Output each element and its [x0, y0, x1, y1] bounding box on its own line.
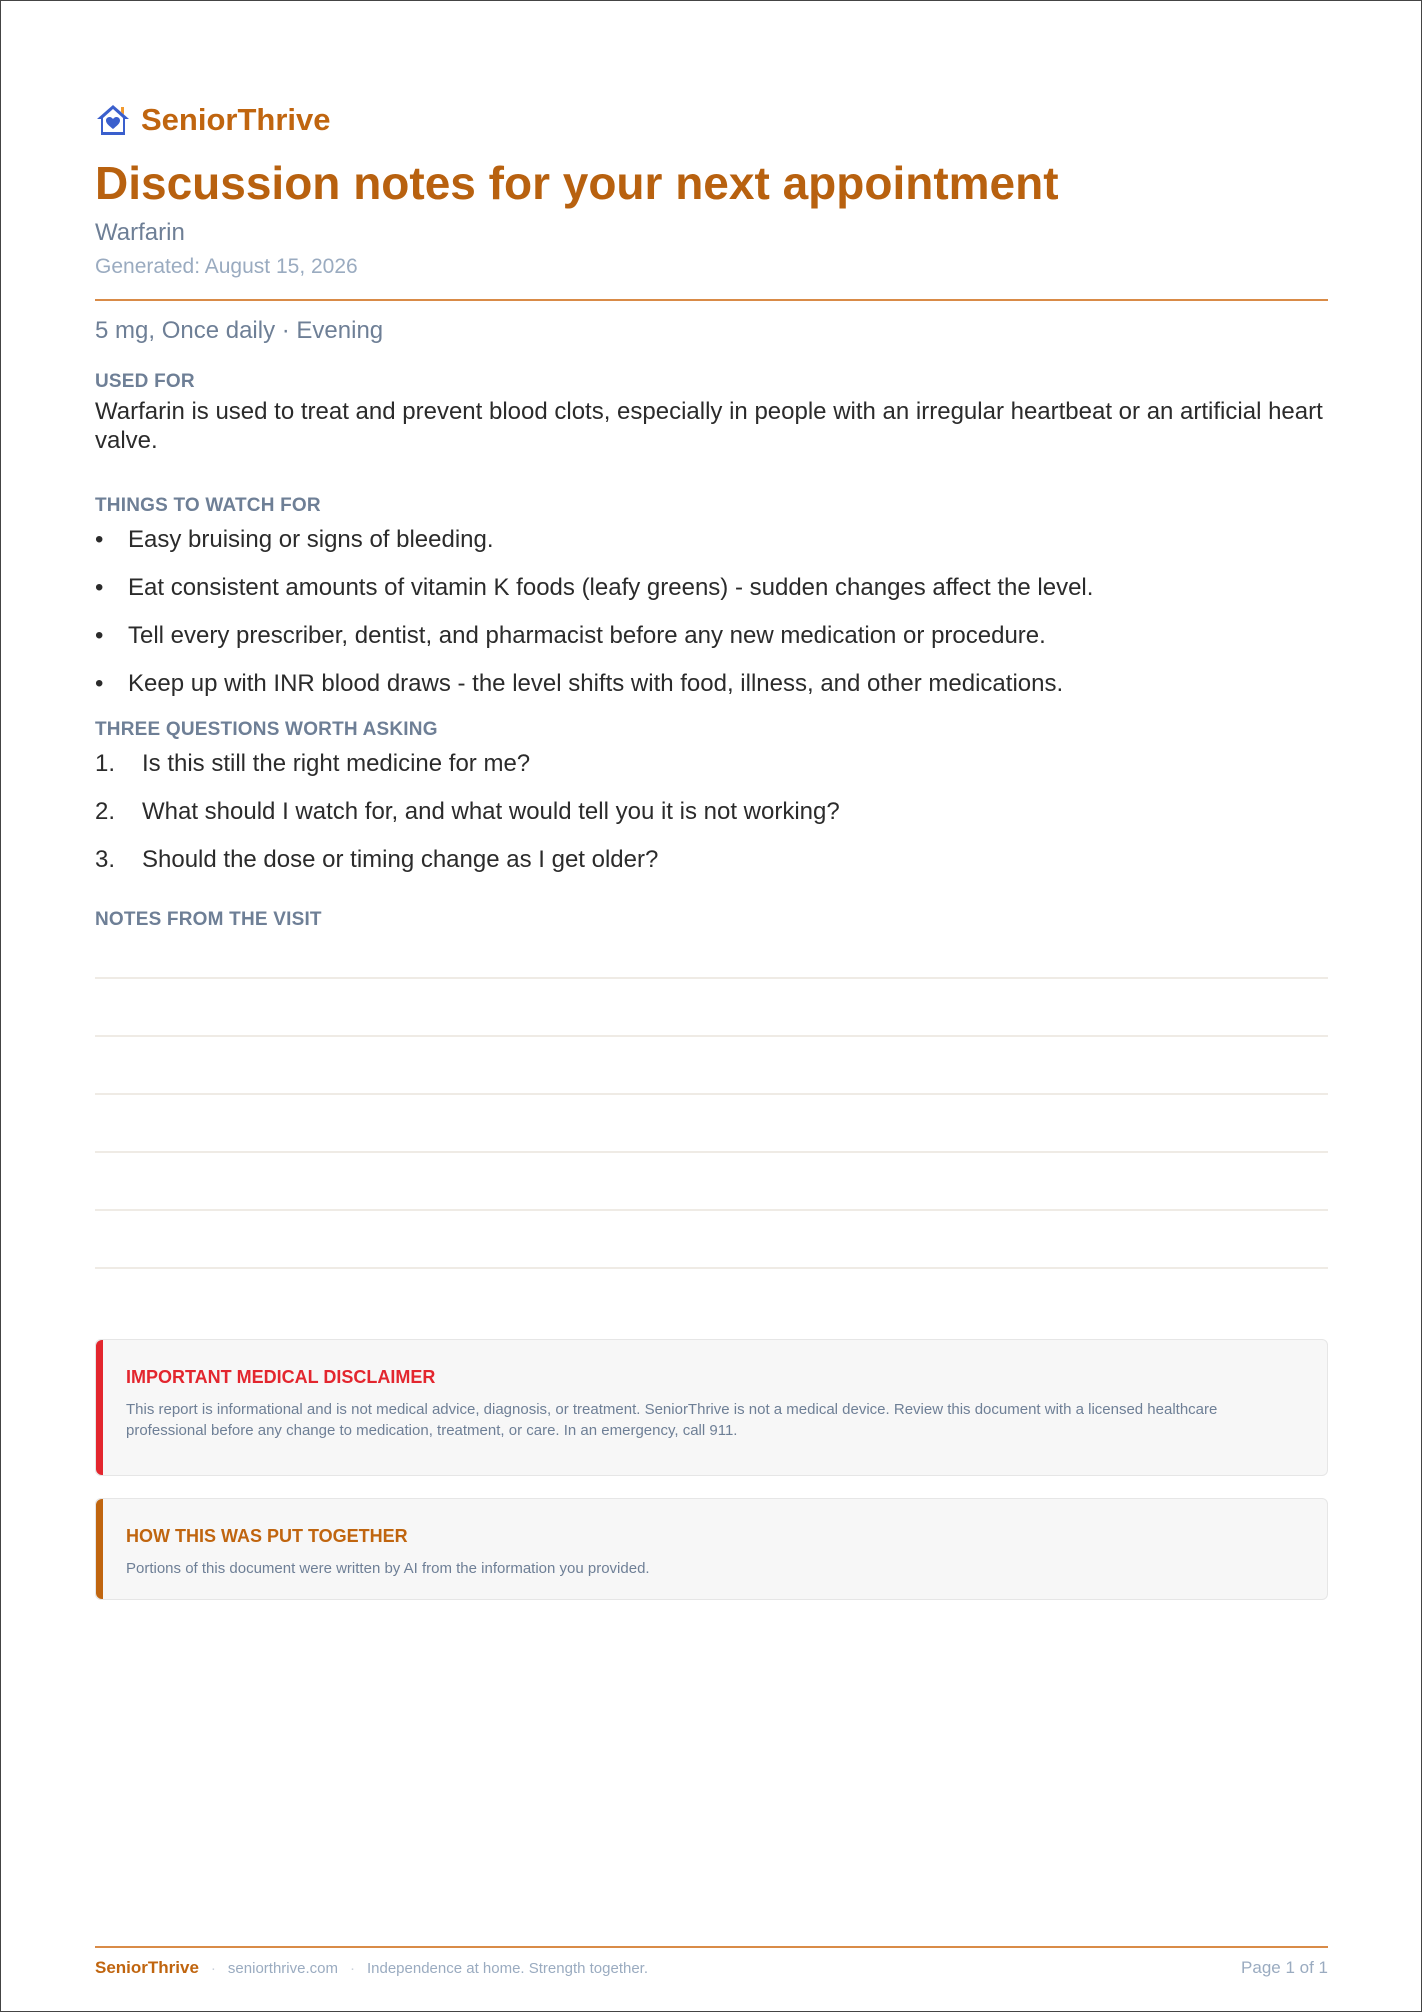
list-item — [95, 669, 1328, 699]
list-item — [95, 845, 1328, 875]
list-item — [95, 797, 1328, 827]
footer-brand: SeniorThrive — [95, 1958, 199, 1977]
footer-info — [95, 1958, 648, 1978]
list-item — [95, 573, 1328, 603]
watch-for-label: THINGS TO WATCH FOR — [95, 495, 321, 516]
footer-separator: · — [210, 1959, 216, 1977]
medication-name: Warfarin — [95, 219, 185, 246]
watch-for-list — [95, 525, 1328, 699]
list-item — [95, 749, 1328, 779]
brand-name: SeniorThrive — [141, 102, 331, 137]
page-number: Page 1 of 1 — [1241, 1958, 1328, 1977]
header-divider — [95, 299, 1328, 301]
page-footer — [95, 1946, 1328, 1978]
how-made-note — [95, 1498, 1328, 1600]
note-line — [95, 1153, 1328, 1211]
footer-separator: · — [349, 1959, 355, 1977]
list-item-text: Easy bruising or signs of bleeding. — [128, 526, 494, 553]
list-item-text: Keep up with INR blood draws - the level shifts with food, illness, and other medications. — [128, 670, 1064, 697]
list-item-text: Tell every prescriber, dentist, and pharmacist before any new medication or procedure. — [128, 622, 1046, 649]
question-number: 2. — [95, 798, 116, 825]
brand-header — [95, 97, 1328, 143]
note-line — [95, 1037, 1328, 1095]
note-line — [95, 1211, 1328, 1269]
disclaimer-title: IMPORTANT MEDICAL DISCLAIMER — [126, 1367, 436, 1387]
question-number: 1. — [95, 750, 116, 777]
note-line — [95, 1095, 1328, 1153]
note-line — [95, 979, 1328, 1037]
how-made-accent-bar — [96, 1499, 103, 1599]
list-item-text: Eat consistent amounts of vitamin K foods (leafy greens) - sudden changes affect the level. — [128, 574, 1094, 601]
notes-writing-area — [95, 957, 1328, 1269]
bullet-icon: • — [95, 670, 104, 697]
question-text: Is this still the right medicine for me? — [142, 750, 531, 777]
used-for-text: Warfarin is used to treat and prevent blood clots, especially in people with an irregular heartbeat or an artificial heart valve. — [95, 398, 1323, 454]
bullet-icon: • — [95, 574, 104, 601]
bullet-icon: • — [95, 526, 104, 553]
footer-tagline: Independence at home. Strength together. — [366, 1959, 649, 1977]
bullet-icon: • — [95, 622, 104, 649]
list-item — [95, 525, 1328, 555]
medical-disclaimer — [95, 1339, 1328, 1476]
how-made-text: Portions of this document were written by AI from the information you provided. — [126, 1560, 650, 1577]
disclaimer-text: This report is informational and is not medical advice, diagnosis, or treatment. SeniorThrive is not a medical device. Review this document with a licensed healthcare professional before any change to medication, treatment, or care. In an emergency, call 911. — [126, 1401, 1218, 1439]
question-text: Should the dose or timing change as I get older? — [142, 846, 659, 873]
dose-schedule: 5 mg, Once daily · Evening — [95, 317, 384, 344]
house-heart-icon — [95, 103, 131, 137]
questions-label: THREE QUESTIONS WORTH ASKING — [95, 719, 438, 740]
how-made-title: HOW THIS WAS PUT TOGETHER — [126, 1526, 408, 1546]
notes-label: NOTES FROM THE VISIT — [95, 909, 322, 930]
generated-date: Generated: August 15, 2026 — [95, 255, 358, 278]
footer-site-link[interactable]: seniorthrive.com — [227, 1959, 338, 1977]
questions-list — [95, 749, 1328, 875]
disclaimer-accent-bar — [96, 1340, 103, 1475]
question-text: What should I watch for, and what would tell you it is not working? — [142, 798, 840, 825]
note-line — [95, 957, 1328, 979]
question-number: 3. — [95, 846, 116, 873]
used-for-label: USED FOR — [95, 371, 195, 392]
list-item — [95, 621, 1328, 651]
document-content — [95, 97, 1328, 1600]
page-title: Discussion notes for your next appointment — [95, 157, 1059, 209]
